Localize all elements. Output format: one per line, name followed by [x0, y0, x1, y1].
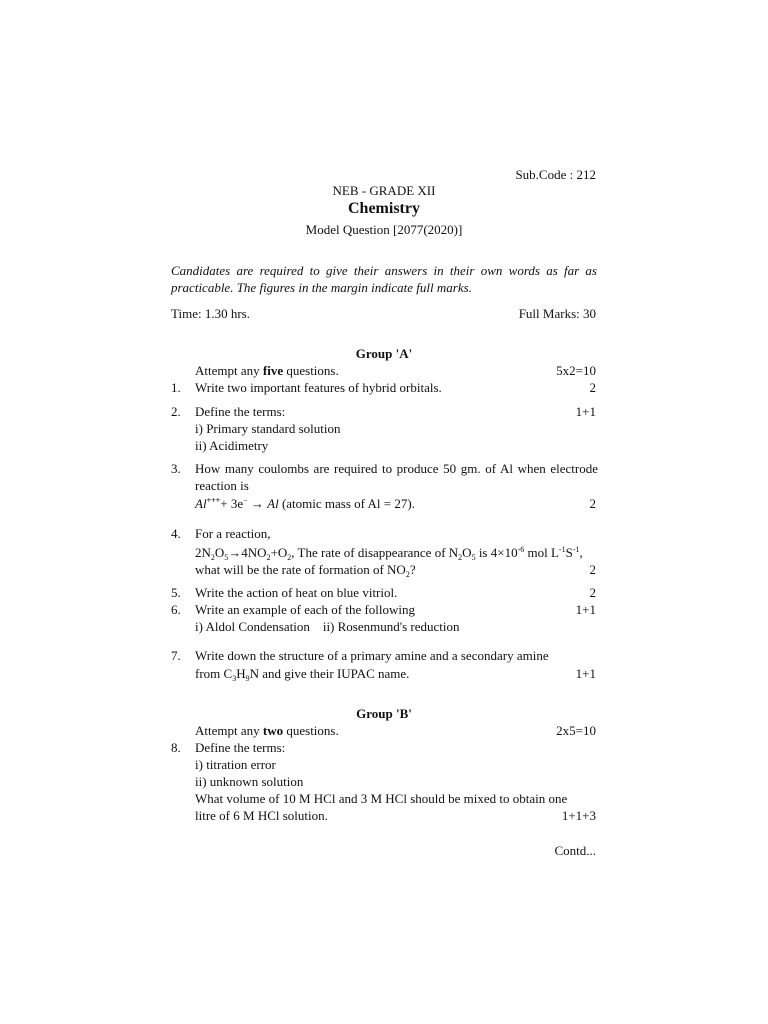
group-a-marks: 5x2=10 [556, 363, 596, 378]
group-a-attempt: Attempt any five questions. [195, 363, 339, 378]
instructions-line-2: practicable. The figures in the margin indicate full marks. [171, 280, 472, 295]
question-4-line-3: what will be the rate of formation of $NO_2$? [195, 562, 416, 579]
continued-note: Contd... [554, 843, 596, 858]
question-8-part-i: i) titration error [195, 757, 276, 772]
question-4-line-1: For a reaction, [195, 526, 271, 541]
question-6-text: Write an example of each of the following [195, 602, 416, 617]
group-b-marks: 2x5=10 [556, 723, 596, 738]
question-3-line-1: How many coulombs are required to produce 50 gm. of Al when electrode [195, 461, 598, 476]
question-4-marks: 2 [589, 562, 596, 577]
question-3-equation: Al++++ 3e− → Al (atomic mass of Al = 27). [195, 496, 415, 511]
question-8-marks: 1+1+3 [561, 808, 596, 823]
question-number: 3. [171, 461, 181, 476]
question-7-line-2: from $C_3H_9N$ and give their IUPAC name. [195, 666, 410, 683]
subject-code: Sub.Code : 212 [515, 167, 596, 182]
question-2-part-i: i) Primary standard solution [195, 421, 341, 436]
question-number: 6. [171, 602, 181, 617]
subject-title: Chemistry [348, 200, 420, 217]
question-2-text: Define the terms: [195, 404, 286, 419]
group-a-title: Group 'A' [355, 346, 413, 361]
question-5-text: Write the action of heat on blue vitriol. [195, 585, 398, 600]
time-allowed: Time: 1.30 hrs. [171, 306, 250, 321]
question-2-marks: 1+1 [575, 404, 596, 419]
question-1-text: Write two important features of hybrid orbitals. [195, 380, 442, 395]
question-8-line-5: litre of 6 M HCl solution. [195, 808, 328, 823]
question-number: 1. [171, 380, 181, 395]
question-6-marks: 1+1 [575, 602, 596, 617]
instructions-line-1: Candidates are required to give their answers in their own words as far as [171, 263, 597, 278]
question-number: 8. [171, 740, 181, 755]
board-title: NEB - GRADE XII [332, 183, 436, 198]
model-question-title: Model Question [2077(2020)] [305, 222, 463, 237]
question-5-marks: 2 [589, 585, 596, 600]
question-number: 5. [171, 585, 181, 600]
group-b-title: Group 'B' [356, 706, 412, 721]
question-8-part-ii: ii) unknown solution [195, 774, 304, 789]
question-8-line-1: Define the terms: [195, 740, 286, 755]
question-2-part-ii: ii) Acidimetry [195, 438, 269, 453]
group-b-attempt: Attempt any two questions. [195, 723, 339, 738]
question-8-line-4: What volume of 10 M HCl and 3 M HCl should be mixed to obtain one [195, 791, 568, 806]
question-7-marks: 1+1 [575, 666, 596, 681]
question-number: 2. [171, 404, 181, 419]
question-7-line-1: Write down the structure of a primary amine and a secondary amine [195, 648, 549, 663]
full-marks: Full Marks: 30 [518, 306, 596, 321]
question-number: 4. [171, 526, 181, 541]
question-1-marks: 2 [589, 380, 596, 395]
question-4-equation: $2N_2O_5\to 4NO_2+O_2$, The rate of disappearance of $N_2O_5$ is $4\times 10^{-6}$ mol $L^{-1}S^{-1}$, [195, 545, 583, 562]
question-3-marks: 2 [589, 496, 596, 511]
question-3-line-2: reaction is [195, 478, 249, 493]
question-number: 7. [171, 648, 181, 663]
question-6-parts: i) Aldol Condensation ii) Rosenmund's reduction [195, 619, 460, 634]
